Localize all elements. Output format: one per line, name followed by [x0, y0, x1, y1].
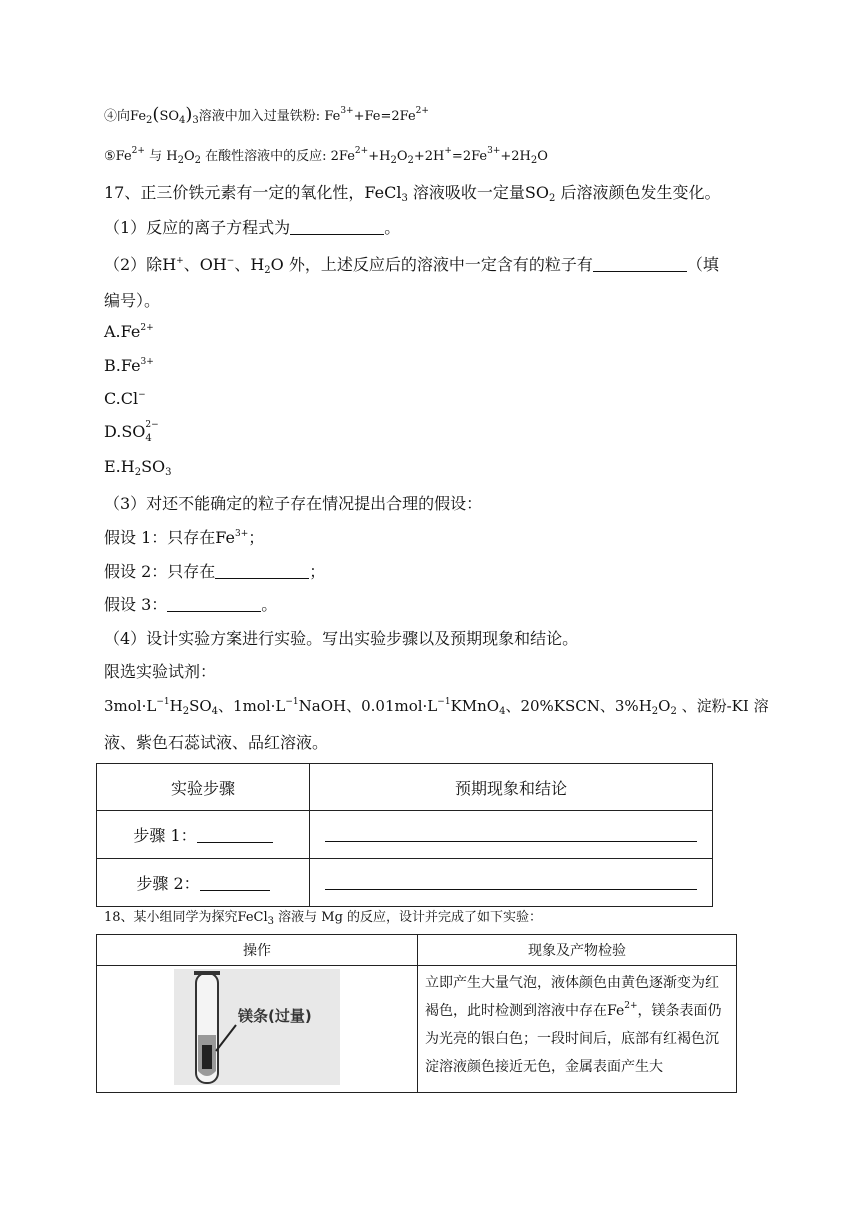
answer-blank[interactable] [197, 828, 273, 843]
q17-p2-f: 编号）。 [104, 291, 161, 310]
eq4-eq-fe-sup: 3+ [340, 106, 354, 116]
option-b-letter: B. [104, 356, 121, 375]
q18-fecl: FeCl [237, 910, 268, 925]
reagent-1-sup: −1 [156, 697, 170, 707]
hypothesis-3 [104, 592, 277, 615]
reagent-title [104, 659, 216, 682]
option-d-letter: D. [104, 422, 122, 441]
step-1-label: 步骤 1： [133, 826, 197, 845]
q17-so-sub: 2 [548, 193, 556, 204]
answer-blank[interactable] [200, 876, 270, 891]
answer-blank[interactable] [215, 564, 309, 579]
option-a-letter: A. [104, 322, 121, 341]
reagent-1b: H [169, 697, 183, 715]
observation-sup: 2+ [624, 1001, 638, 1011]
eq5-r2-sub: 2 [390, 155, 397, 166]
q17-p2-e: （填 [686, 255, 719, 274]
eq5-r3: O [396, 149, 408, 164]
q17-part4 [104, 626, 578, 649]
reagent-5: 、淀粉-KI 溶 [676, 697, 769, 715]
reagent-2-sup: −1 [285, 697, 299, 707]
eq5-prefix: ⑤ [104, 149, 116, 164]
q18-observation-cell [418, 966, 737, 1093]
q17-p4-text: （4）设计实验方案进行实验。写出实验步骤以及预期现象和结论。 [104, 629, 579, 648]
q17-fecl-sub: 3 [401, 193, 408, 204]
step-2-label: 步骤 2： [136, 874, 200, 893]
hypothesis-1-sup: 3+ [234, 529, 249, 539]
reagent-list-cont [104, 730, 328, 753]
q17-so: SO [524, 183, 549, 202]
option-d-text: SO [121, 422, 146, 441]
q18-operation-cell [97, 966, 418, 1093]
q17-p2-b: 、OH [183, 255, 227, 274]
hypothesis-2-text: 假设 2：只存在 [104, 562, 216, 581]
option-e-a: H [120, 457, 135, 476]
q18-fecl-sub: 3 [267, 916, 275, 927]
eq5-r3-sub: 2 [407, 155, 414, 166]
q17-p1-end: 。 [384, 218, 401, 237]
table-row [97, 966, 737, 1093]
table-row [97, 811, 713, 859]
option-e [104, 457, 172, 476]
option-d [104, 420, 159, 444]
eq5-r2: +H [368, 149, 391, 164]
q17-p2-a: （2）除 [104, 255, 163, 274]
observation-fe: Fe [607, 1003, 625, 1019]
option-a-sup: 2+ [140, 323, 154, 333]
eq5-r1: 2Fe [330, 149, 355, 164]
option-c-letter: C. [104, 389, 121, 408]
q18-intro-a: 18、某小组同学为探究 [104, 910, 238, 925]
q18-intro [104, 906, 542, 925]
eq4-eq-fe: Fe [324, 109, 341, 124]
q17-p2-c: 、H [234, 255, 265, 274]
step-2-answer-cell [310, 859, 713, 907]
eq4-sub2: 2 [146, 115, 153, 126]
eq4-eq-rest-sup: 2+ [415, 106, 429, 116]
q17-p3-text: （3）对还不能确定的粒子存在情况提出合理的假设： [104, 494, 483, 513]
eq5-o: O [183, 149, 195, 164]
eq5-o-sub: 2 [194, 155, 201, 166]
option-d-charge [145, 420, 159, 444]
eq4-so: SO [159, 109, 180, 124]
q17-intro [104, 180, 720, 203]
eq4-fe: Fe [130, 109, 147, 124]
eq5-r4-sup: + [444, 146, 452, 156]
eq5-h-sub: 2 [177, 155, 184, 166]
observation-a: 立即产生大量气泡，液体颜色由黄色逐渐变为红褐色，此时检测到溶液中存在 [425, 975, 719, 1019]
eq5-fe-sup: 2+ [131, 146, 145, 156]
q17-p2-oh-sup: − [226, 256, 235, 266]
eq4-sub4: 4 [179, 115, 186, 126]
q18-header-row [97, 935, 737, 966]
q17-part1 [104, 215, 400, 238]
reagent-4b: O [658, 697, 671, 715]
q17-part2 [104, 252, 719, 275]
reagent-3b: KMnO [450, 697, 500, 715]
q17-p2-h2o-sub: 2 [264, 265, 271, 276]
hypothesis-2-end: ； [309, 562, 326, 581]
reagent-4: 、20%KSCN、3%H [505, 697, 652, 715]
eq4-sub3: 3 [192, 115, 199, 126]
answer-blank[interactable] [167, 597, 261, 612]
option-e-sub2: 3 [165, 467, 172, 478]
eq4-eq-rest: +Fe=2Fe [353, 109, 416, 124]
eq5-mid2: 在酸性溶液中的反应: [200, 149, 331, 164]
answer-blank[interactable] [325, 827, 697, 842]
reagent-1c: SO [189, 697, 212, 715]
answer-blank[interactable] [290, 220, 384, 235]
tube-label: 镁条(过量) [238, 1007, 312, 1025]
hypothesis-1-fe: Fe [215, 528, 235, 547]
q17-fecl: FeCl [364, 183, 402, 202]
header-step: 实验步骤 [97, 764, 310, 811]
equation-5 [104, 145, 548, 164]
answer-blank[interactable] [593, 257, 687, 272]
option-d-sub: 4 [145, 433, 152, 444]
option-b-sup: 3+ [140, 357, 154, 367]
table-row [97, 859, 713, 907]
eq4-mid: 溶液中加入过量铁粉: [198, 109, 325, 124]
reagent-line2: 液、紫色石蕊试液、品红溶液。 [104, 733, 329, 752]
eq4-prefix: ④向 [104, 109, 131, 124]
reagent-1b-sub: 2 [182, 706, 190, 717]
option-c [104, 389, 146, 408]
hypothesis-1-text: 假设 1：只存在 [104, 528, 216, 547]
eq5-r4: +2H [413, 149, 445, 164]
q18-intro-b: 溶液与 Mg 的反应，设计并完成了如下实验： [274, 910, 543, 925]
option-c-text: Cl [120, 389, 139, 408]
q17-part2-cont [104, 288, 160, 311]
reagent-list [104, 695, 769, 716]
answer-blank[interactable] [325, 875, 697, 890]
q17-intro-a: 17、正三价铁元素有一定的氧化性， [104, 183, 365, 202]
option-d-sup: 2− [145, 420, 159, 430]
option-b-text: Fe [120, 356, 141, 375]
option-b [104, 356, 154, 375]
hypothesis-2 [104, 559, 325, 582]
eq5-fe: Fe [115, 149, 132, 164]
reagent-1: 3mol·L [104, 697, 157, 715]
option-e-sub1: 2 [134, 467, 142, 478]
test-tube-icon [98, 967, 416, 1091]
q18-header-observation: 现象及产物检验 [418, 935, 737, 966]
eq5-r5-sup: 3+ [487, 146, 501, 156]
option-c-sup: − [138, 390, 146, 400]
header-phenomenon: 预期现象和结论 [310, 764, 713, 811]
reagent-4b-sub: 2 [670, 706, 677, 717]
reagent-2: 、1mol·L [218, 697, 286, 715]
hypothesis-1 [104, 525, 264, 548]
reagent-3-sup: −1 [437, 697, 451, 707]
reagent-2b: NaOH [298, 697, 347, 715]
step-1-answer-cell [310, 811, 713, 859]
q17-intro-b: 溶液吸收一定量 [407, 183, 525, 202]
eq5-h: H [166, 149, 178, 164]
hypothesis-3-end: 。 [261, 595, 278, 614]
q17-p2-h: H [162, 255, 177, 274]
eq5-r7: O [537, 149, 548, 164]
eq5-r6: +2H [500, 149, 531, 164]
eq5-r1-sup: 2+ [354, 146, 369, 156]
q17-intro-c: 后溶液颜色发生变化。 [555, 183, 721, 202]
q17-p2-h-sup: + [176, 256, 184, 266]
reagent-4-sub: 2 [651, 706, 659, 717]
experiment-table [96, 763, 713, 907]
table-header-row [97, 764, 713, 811]
reagent-1c-sub: 4 [211, 706, 219, 717]
option-e-b: SO [141, 457, 166, 476]
q18-header-operation: 操作 [97, 935, 418, 966]
q18-table [96, 934, 737, 1093]
q17-p1-text: （1）反应的离子方程式为 [104, 218, 291, 237]
eq5-r5: =2Fe [451, 149, 488, 164]
option-e-letter: E. [104, 457, 121, 476]
eq5-r6-sub: 2 [530, 155, 538, 166]
reagent-3b-sub: 4 [499, 706, 506, 717]
observation-b: ，镁条表面仍为光亮的银白色；一段时间后，底部有红褐色沉淀溶液颜色接近无色，金属表面产生大 [425, 1003, 722, 1075]
option-a [104, 322, 154, 341]
q17-part3 [104, 491, 482, 514]
test-tube-figure [98, 967, 416, 1091]
step-1-cell [97, 811, 310, 859]
hypothesis-1-end: ； [248, 528, 265, 547]
observation-text [419, 967, 735, 1083]
reagent-title-text: 限选实验试剂： [104, 662, 217, 681]
q17-p2-d: O 外，上述反应后的溶液中一定含有的粒子有 [270, 255, 593, 274]
step-2-cell [97, 859, 310, 907]
option-a-text: Fe [120, 322, 141, 341]
eq5-mid: 与 [144, 149, 167, 164]
hypothesis-3-text: 假设 3： [104, 595, 168, 614]
equation-4: ④向$Fe_2(SO_4)_3$溶液中加入过量铁粉: $Fe^{3+}+Fe=2Fe^{2+}$ [104, 104, 429, 126]
reagent-3: 、0.01mol·L [346, 697, 438, 715]
